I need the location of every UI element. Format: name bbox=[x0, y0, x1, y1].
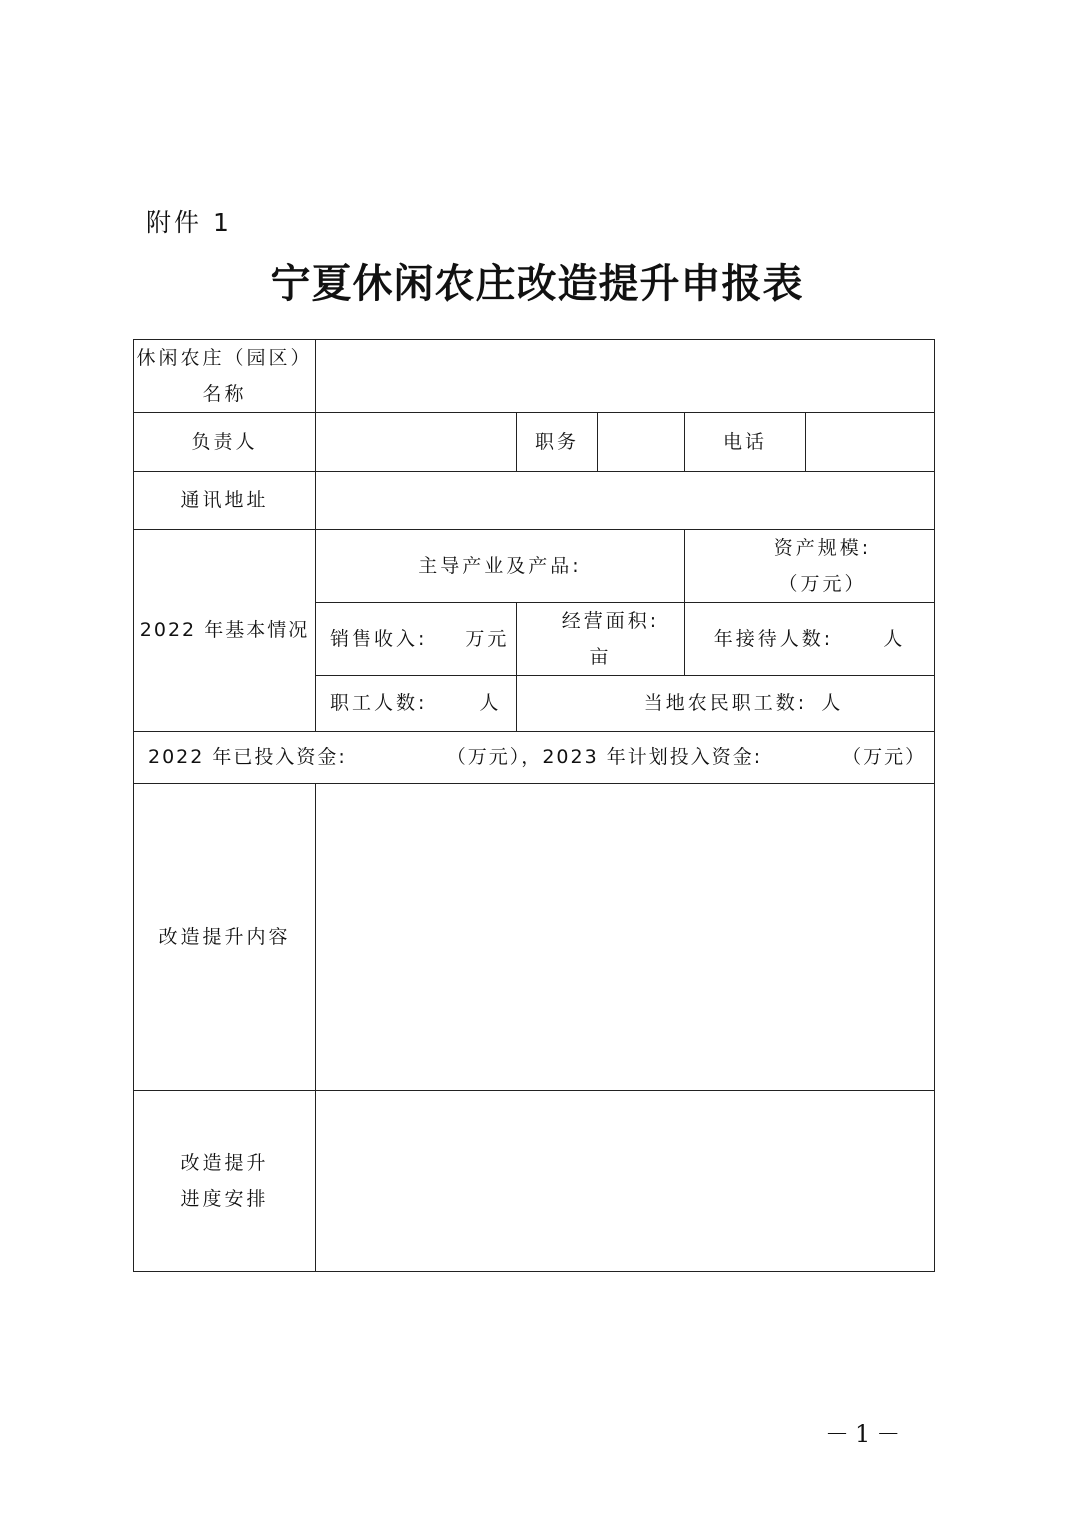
operating-area-cell[interactable] bbox=[517, 602, 684, 675]
basic-info-label: 2022 年基本情况 bbox=[139, 619, 310, 641]
upgrade-content-field[interactable] bbox=[316, 783, 934, 1090]
address-label: 通讯地址 bbox=[180, 489, 269, 511]
operating-area-unit: 亩 bbox=[589, 645, 612, 668]
planned-2023-label: 2023 年计划投入资金: bbox=[542, 746, 763, 768]
position-field[interactable] bbox=[598, 412, 684, 471]
planned-2023-unit: （万元） bbox=[842, 746, 927, 768]
phone-field[interactable] bbox=[806, 412, 934, 471]
annual-visitors-label: 年接待人数: bbox=[713, 627, 834, 650]
sales-revenue-label: 销售收入: bbox=[330, 627, 428, 650]
page-number: －1－ bbox=[825, 1420, 907, 1448]
application-form-table bbox=[133, 339, 935, 1272]
attachment-label: 附件 1 bbox=[146, 208, 232, 237]
upgrade-content-label: 改造提升内容 bbox=[158, 925, 291, 948]
form-title: 宁夏休闲农庄改造提升申报表 bbox=[270, 260, 804, 307]
farm-name-label-line1: 休闲农庄（园区） bbox=[136, 347, 313, 369]
person-in-charge-label: 负责人 bbox=[191, 430, 258, 453]
person-in-charge-field[interactable] bbox=[316, 412, 516, 471]
annual-visitors-unit: 人 bbox=[883, 627, 906, 650]
local-farmer-staff-cell[interactable] bbox=[517, 675, 934, 731]
operating-area-label: 经营面积: bbox=[561, 609, 660, 632]
staff-count-label: 职工人数: bbox=[330, 692, 428, 714]
address-field[interactable] bbox=[316, 471, 934, 529]
annual-visitors-cell[interactable] bbox=[685, 602, 934, 675]
sales-revenue-cell[interactable] bbox=[316, 602, 516, 675]
local-farmer-staff-label: 当地农民职工数: bbox=[643, 692, 808, 714]
local-farmer-staff-unit: 人 bbox=[821, 692, 844, 714]
asset-scale-line1: 资产规模: bbox=[773, 536, 872, 559]
staff-count-cell[interactable] bbox=[316, 675, 516, 731]
investment-row[interactable] bbox=[134, 731, 934, 783]
farm-name-field[interactable] bbox=[316, 340, 934, 412]
phone-label: 电话 bbox=[722, 430, 767, 453]
farm-name-label-line2: 名称 bbox=[202, 383, 247, 405]
asset-scale-line2: （万元） bbox=[778, 572, 867, 595]
invested-2022-unit: （万元）， bbox=[446, 746, 543, 768]
farm-name-label bbox=[134, 340, 315, 412]
position-label: 职务 bbox=[534, 430, 579, 453]
schedule-label-line2: 进度安排 bbox=[180, 1187, 269, 1210]
sales-revenue-unit: 万元 bbox=[465, 627, 510, 650]
schedule-label-line1: 改造提升 bbox=[180, 1151, 269, 1174]
invested-2022-label: 2022 年已投入资金: bbox=[148, 746, 347, 768]
asset-scale-label[interactable] bbox=[685, 529, 934, 602]
schedule-label bbox=[134, 1090, 315, 1271]
staff-count-unit: 人 bbox=[479, 692, 502, 714]
main-industry-label[interactable]: 主导产业及产品: bbox=[418, 554, 582, 577]
schedule-field[interactable] bbox=[316, 1090, 934, 1271]
